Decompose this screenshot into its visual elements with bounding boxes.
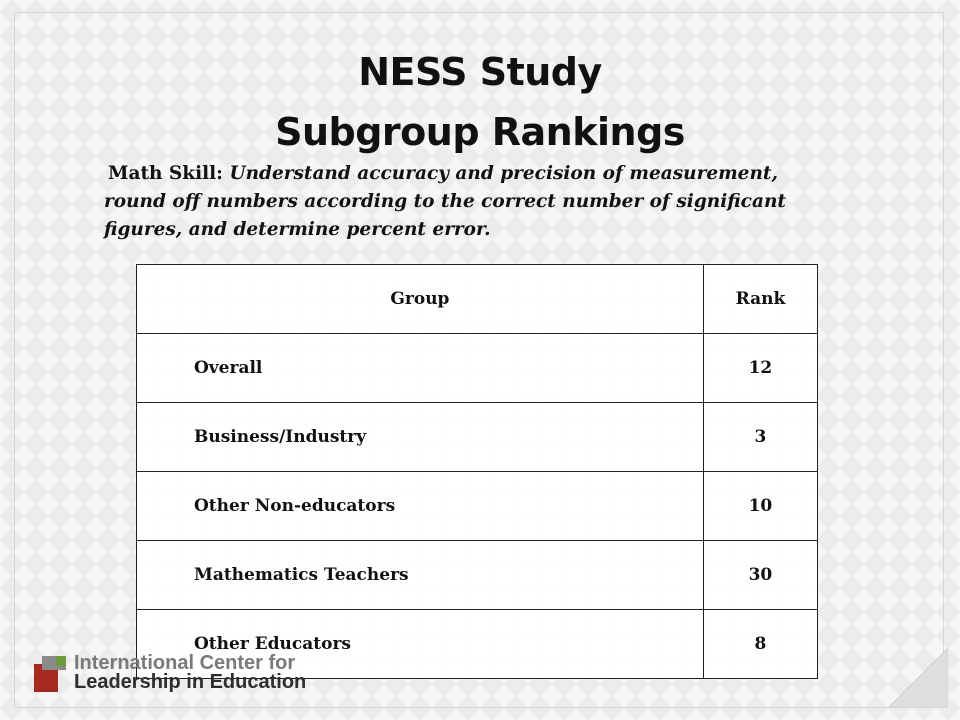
header-group: Group	[137, 265, 704, 334]
title-line-1: NESS Study	[358, 50, 602, 94]
title-line-2: Subgroup Rankings	[275, 110, 685, 154]
rank-cell: 10	[703, 472, 817, 541]
rank-cell: 3	[703, 403, 817, 472]
rankings-table	[136, 264, 818, 679]
rank-cell: 8	[703, 610, 817, 679]
table-row	[137, 541, 818, 610]
organization-logo	[34, 654, 334, 694]
rank-cell: 12	[703, 334, 817, 403]
page-corner-decoration	[888, 648, 948, 708]
group-cell: Business/Industry	[137, 403, 704, 472]
header-rank: Rank	[703, 265, 817, 334]
skill-description	[104, 160, 824, 244]
skill-label: Math Skill:	[108, 163, 223, 184]
logo-mark-icon	[34, 656, 66, 692]
group-cell: Other Educators	[137, 610, 704, 679]
table-row	[137, 472, 818, 541]
group-cell: Overall	[137, 334, 704, 403]
logo-line-1: International Center for	[74, 652, 296, 674]
table-row	[137, 403, 818, 472]
group-cell: Other Non-educators	[137, 472, 704, 541]
group-cell: Mathematics Teachers	[137, 541, 704, 610]
logo-line-2: Leadership in Education	[74, 671, 307, 693]
page-title	[0, 42, 960, 162]
table-row	[137, 334, 818, 403]
table-header-row	[137, 265, 818, 334]
rank-cell: 30	[703, 541, 817, 610]
skill-text: Understand accuracy and precision of measurement, round off numbers according to the correct number of significant figures, and determine percent error.	[104, 163, 786, 240]
